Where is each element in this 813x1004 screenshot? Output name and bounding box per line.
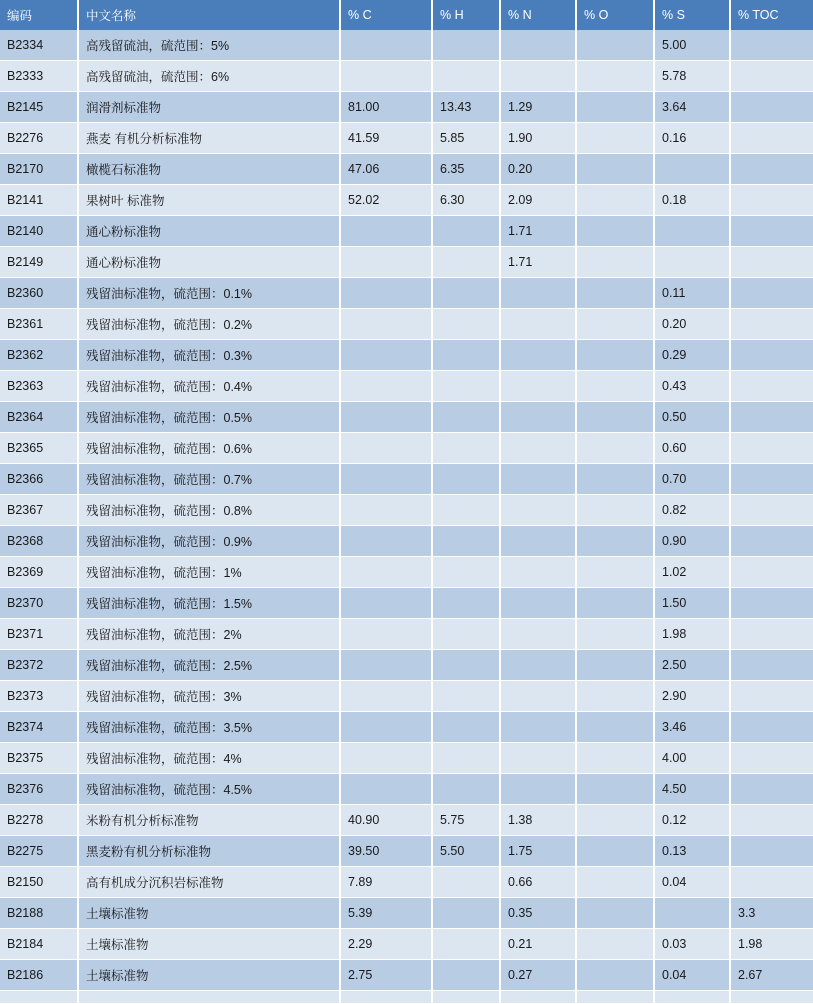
cell-oxygen (576, 61, 654, 92)
cell-oxygen (576, 154, 654, 185)
table-row[interactable] (0, 61, 813, 92)
cell-sulfur: 3.46 (654, 712, 730, 743)
cell-carbon (340, 247, 432, 278)
cell-code: B2372 (0, 650, 78, 681)
cell-toc (730, 867, 813, 898)
cell-nitrogen (500, 402, 576, 433)
cell-toc (730, 123, 813, 154)
cell-name: 橄榄石标准物 (78, 154, 340, 185)
cell-carbon (340, 61, 432, 92)
cell-hydrogen (432, 619, 500, 650)
cell-hydrogen (432, 743, 500, 774)
cell-hydrogen (432, 30, 500, 61)
cell-toc (730, 526, 813, 557)
cell-name: 米粉有机分析标准物 (78, 805, 340, 836)
cell-carbon (340, 216, 432, 247)
cell-hydrogen (432, 991, 500, 1004)
cell-sulfur: 0.18 (654, 185, 730, 216)
cell-toc: 1.98 (730, 929, 813, 960)
cell-sulfur: 0.82 (654, 495, 730, 526)
cell-oxygen (576, 836, 654, 867)
cell-toc (730, 61, 813, 92)
cell-toc (730, 712, 813, 743)
cell-oxygen (576, 340, 654, 371)
cell-code: B2140 (0, 216, 78, 247)
cell-name: 果树叶 标准物 (78, 185, 340, 216)
cell-sulfur (654, 154, 730, 185)
cell-nitrogen: 0.27 (500, 960, 576, 991)
table-row[interactable] (0, 247, 813, 278)
cell-oxygen (576, 929, 654, 960)
cell-oxygen (576, 309, 654, 340)
cell-nitrogen: 0.20 (500, 154, 576, 185)
cell-hydrogen (432, 495, 500, 526)
cell-toc (730, 154, 813, 185)
cell-nitrogen: 1.90 (500, 123, 576, 154)
table-row[interactable] (0, 712, 813, 743)
cell-oxygen (576, 867, 654, 898)
cell-name: 残留油标准物，硫范围：3.5% (78, 712, 340, 743)
cell-sulfur: 3.64 (654, 92, 730, 123)
cell-name: 残留油标准物，硫范围：0.3% (78, 340, 340, 371)
cell-carbon (340, 557, 432, 588)
cell-hydrogen (432, 402, 500, 433)
cell-toc (730, 836, 813, 867)
cell-oxygen (576, 712, 654, 743)
cell-code: B2361 (0, 309, 78, 340)
cell-sulfur: 5.78 (654, 61, 730, 92)
cell-carbon (340, 619, 432, 650)
cell-carbon (340, 526, 432, 557)
cell-toc (730, 30, 813, 61)
cell-oxygen (576, 123, 654, 154)
cell-sulfur: 0.20 (654, 309, 730, 340)
cell-nitrogen: 0.35 (500, 898, 576, 929)
cell-hydrogen: 5.50 (432, 836, 500, 867)
cell-toc (730, 557, 813, 588)
cell-nitrogen (500, 743, 576, 774)
cell-sulfur: 0.03 (654, 929, 730, 960)
cell-carbon: 5.39 (340, 898, 432, 929)
cell-hydrogen (432, 278, 500, 309)
cell-nitrogen: 0.66 (500, 867, 576, 898)
cell-carbon (340, 681, 432, 712)
table-row[interactable] (0, 743, 813, 774)
cell-sulfur: 0.70 (654, 464, 730, 495)
cell-name: 残留油标准物，硫范围：1% (78, 557, 340, 588)
cell-toc (730, 371, 813, 402)
cell-name: 残留油标准物，硫范围：2.5% (78, 650, 340, 681)
table-row[interactable] (0, 92, 813, 123)
cell-carbon (340, 309, 432, 340)
cell-oxygen (576, 898, 654, 929)
cell-oxygen (576, 402, 654, 433)
cell-toc (730, 991, 813, 1004)
table-row[interactable] (0, 557, 813, 588)
cell-code: B2370 (0, 588, 78, 619)
cell-code: B2367 (0, 495, 78, 526)
cell-name: 高残留硫油，硫范围：5% (78, 30, 340, 61)
cell-oxygen (576, 371, 654, 402)
cell-code: B2374 (0, 712, 78, 743)
table-row[interactable] (0, 805, 813, 836)
table-row[interactable] (0, 867, 813, 898)
table-row[interactable] (0, 30, 813, 61)
table-row[interactable] (0, 154, 813, 185)
cell-nitrogen: 1.38 (500, 805, 576, 836)
cell-code: B2141 (0, 185, 78, 216)
cell-sulfur: 2.50 (654, 650, 730, 681)
cell-name: 残留油标准物，硫范围：0.2% (78, 309, 340, 340)
cell-oxygen (576, 30, 654, 61)
cell-name: 通心粉标准物 (78, 247, 340, 278)
table-row[interactable] (0, 681, 813, 712)
cell-nitrogen (500, 278, 576, 309)
cell-name: 残留油标准物，硫范围：0.8% (78, 495, 340, 526)
cell-hydrogen (432, 867, 500, 898)
cell-code: B2366 (0, 464, 78, 495)
cell-toc: 3.3 (730, 898, 813, 929)
cell-code: B2150 (0, 867, 78, 898)
cell-code: B2364 (0, 402, 78, 433)
cell-nitrogen (500, 774, 576, 805)
cell-hydrogen: 5.85 (432, 123, 500, 154)
cell-name: 残留油标准物，硫范围：3% (78, 681, 340, 712)
cell-name: 残留油标准物，硫范围：0.1% (78, 278, 340, 309)
cell-nitrogen (500, 433, 576, 464)
table-row[interactable] (0, 402, 813, 433)
cell-name: 润滑剂标准物 (78, 92, 340, 123)
cell-hydrogen (432, 371, 500, 402)
cell-nitrogen: 1.29 (500, 92, 576, 123)
cell-oxygen (576, 588, 654, 619)
cell-carbon: 52.02 (340, 185, 432, 216)
cell-toc (730, 774, 813, 805)
cell-nitrogen (500, 340, 576, 371)
cell-toc (730, 743, 813, 774)
column-header-code[interactable]: 编码 (0, 0, 78, 30)
table-row[interactable] (0, 619, 813, 650)
cell-name: 残留油标准物，硫范围：4% (78, 743, 340, 774)
cell-carbon: 41.59 (340, 123, 432, 154)
table-row[interactable] (0, 526, 813, 557)
cell-oxygen (576, 464, 654, 495)
table-row[interactable] (0, 991, 813, 1004)
cell-carbon: 2.75 (340, 960, 432, 991)
cell-sulfur: 0.04 (654, 960, 730, 991)
cell-code: B2371 (0, 619, 78, 650)
cell-hydrogen: 6.30 (432, 185, 500, 216)
cell-nitrogen: 1.71 (500, 216, 576, 247)
cell-sulfur: 0.11 (654, 278, 730, 309)
cell-nitrogen (500, 650, 576, 681)
table-row[interactable] (0, 371, 813, 402)
cell-nitrogen (500, 371, 576, 402)
table-row[interactable] (0, 774, 813, 805)
cell-name: 残留油标准物，硫范围：2% (78, 619, 340, 650)
cell-hydrogen (432, 61, 500, 92)
cell-oxygen (576, 247, 654, 278)
table-row[interactable] (0, 464, 813, 495)
cell-nitrogen (500, 30, 576, 61)
cell-carbon (340, 464, 432, 495)
cell-toc (730, 588, 813, 619)
cell-sulfur (654, 991, 730, 1004)
cell-nitrogen (500, 681, 576, 712)
table-row[interactable] (0, 960, 813, 991)
cell-carbon (340, 371, 432, 402)
cell-code: B2145 (0, 92, 78, 123)
cell-code: B2375 (0, 743, 78, 774)
cell-name (78, 991, 340, 1004)
cell-sulfur (654, 247, 730, 278)
cell-nitrogen: 1.71 (500, 247, 576, 278)
table-row[interactable] (0, 309, 813, 340)
cell-hydrogen: 5.75 (432, 805, 500, 836)
cell-carbon (340, 30, 432, 61)
cell-sulfur: 0.50 (654, 402, 730, 433)
cell-sulfur: 2.90 (654, 681, 730, 712)
cell-name: 黑麦粉有机分析标准物 (78, 836, 340, 867)
table-row[interactable] (0, 588, 813, 619)
cell-hydrogen: 6.35 (432, 154, 500, 185)
table-header-row (0, 0, 813, 30)
cell-nitrogen: 2.09 (500, 185, 576, 216)
table-row[interactable] (0, 929, 813, 960)
cell-oxygen (576, 526, 654, 557)
cell-name: 残留油标准物，硫范围：0.5% (78, 402, 340, 433)
table-row[interactable] (0, 278, 813, 309)
cell-oxygen (576, 278, 654, 309)
table-row[interactable] (0, 433, 813, 464)
cell-hydrogen (432, 464, 500, 495)
table-row[interactable] (0, 185, 813, 216)
cell-hydrogen (432, 898, 500, 929)
cell-sulfur: 4.50 (654, 774, 730, 805)
cell-name: 残留油标准物，硫范围：0.6% (78, 433, 340, 464)
column-header-oxygen[interactable]: % O (576, 0, 654, 30)
cell-carbon: 2.29 (340, 929, 432, 960)
cell-nitrogen (500, 991, 576, 1004)
cell-toc (730, 681, 813, 712)
cell-oxygen (576, 805, 654, 836)
cell-code: B2186 (0, 960, 78, 991)
cell-carbon: 47.06 (340, 154, 432, 185)
cell-carbon (340, 402, 432, 433)
cell-toc (730, 495, 813, 526)
cell-carbon (340, 712, 432, 743)
cell-carbon (340, 588, 432, 619)
cell-toc (730, 185, 813, 216)
cell-code (0, 991, 78, 1004)
cell-hydrogen (432, 526, 500, 557)
column-header-sulfur[interactable]: % S (654, 0, 730, 30)
cell-code: B2373 (0, 681, 78, 712)
cell-code: B2184 (0, 929, 78, 960)
cell-nitrogen (500, 61, 576, 92)
cell-name: 土壤标准物 (78, 898, 340, 929)
cell-sulfur (654, 216, 730, 247)
cell-code: B2369 (0, 557, 78, 588)
cell-oxygen (576, 619, 654, 650)
cell-name: 高有机成分沉积岩标准物 (78, 867, 340, 898)
cell-hydrogen (432, 588, 500, 619)
cell-sulfur: 1.02 (654, 557, 730, 588)
cell-name: 残留油标准物，硫范围：0.4% (78, 371, 340, 402)
cell-carbon: 81.00 (340, 92, 432, 123)
cell-oxygen (576, 774, 654, 805)
cell-oxygen (576, 216, 654, 247)
cell-carbon (340, 991, 432, 1004)
cell-name: 土壤标准物 (78, 929, 340, 960)
cell-oxygen (576, 960, 654, 991)
cell-carbon (340, 433, 432, 464)
table-header (0, 0, 813, 30)
cell-code: B2368 (0, 526, 78, 557)
cell-oxygen (576, 185, 654, 216)
cell-sulfur: 5.00 (654, 30, 730, 61)
cell-code: B2276 (0, 123, 78, 154)
cell-toc (730, 340, 813, 371)
table-row[interactable] (0, 216, 813, 247)
column-header-toc[interactable]: % TOC (730, 0, 813, 30)
cell-name: 高残留硫油，硫范围：6% (78, 61, 340, 92)
cell-name: 燕麦 有机分析标准物 (78, 123, 340, 154)
cell-nitrogen (500, 588, 576, 619)
cell-name: 通心粉标准物 (78, 216, 340, 247)
cell-name: 残留油标准物，硫范围：0.7% (78, 464, 340, 495)
cell-carbon (340, 340, 432, 371)
column-header-carbon[interactable]: % C (340, 0, 432, 30)
cell-hydrogen (432, 712, 500, 743)
cell-name: 残留油标准物，硫范围：4.5% (78, 774, 340, 805)
cell-toc (730, 805, 813, 836)
cell-hydrogen (432, 216, 500, 247)
cell-code: B2333 (0, 61, 78, 92)
table-row[interactable] (0, 836, 813, 867)
cell-oxygen (576, 681, 654, 712)
table-body (0, 30, 813, 1004)
cell-hydrogen (432, 929, 500, 960)
cell-sulfur: 0.90 (654, 526, 730, 557)
table-row[interactable] (0, 650, 813, 681)
cell-sulfur: 4.00 (654, 743, 730, 774)
cell-hydrogen (432, 557, 500, 588)
cell-carbon (340, 650, 432, 681)
cell-hydrogen (432, 247, 500, 278)
column-header-name[interactable]: 中文名称 (78, 0, 340, 30)
cell-carbon (340, 743, 432, 774)
cell-hydrogen (432, 340, 500, 371)
cell-nitrogen (500, 712, 576, 743)
cell-carbon: 40.90 (340, 805, 432, 836)
cell-toc (730, 309, 813, 340)
cell-nitrogen (500, 557, 576, 588)
cell-name: 残留油标准物，硫范围：0.9% (78, 526, 340, 557)
table-row[interactable] (0, 898, 813, 929)
cell-carbon (340, 278, 432, 309)
cell-nitrogen (500, 464, 576, 495)
cell-toc (730, 650, 813, 681)
cell-oxygen (576, 433, 654, 464)
column-header-hydrogen[interactable]: % H (432, 0, 500, 30)
cell-code: B2278 (0, 805, 78, 836)
cell-sulfur: 1.50 (654, 588, 730, 619)
cell-toc (730, 433, 813, 464)
cell-code: B2188 (0, 898, 78, 929)
cell-toc (730, 278, 813, 309)
cell-oxygen (576, 650, 654, 681)
cell-code: B2170 (0, 154, 78, 185)
cell-nitrogen: 0.21 (500, 929, 576, 960)
cell-oxygen (576, 557, 654, 588)
cell-toc (730, 464, 813, 495)
cell-oxygen (576, 743, 654, 774)
cell-toc (730, 92, 813, 123)
cell-sulfur: 0.43 (654, 371, 730, 402)
cell-hydrogen (432, 309, 500, 340)
cell-sulfur (654, 898, 730, 929)
cell-hydrogen (432, 433, 500, 464)
cell-carbon: 39.50 (340, 836, 432, 867)
cell-sulfur: 0.04 (654, 867, 730, 898)
cell-sulfur: 1.98 (654, 619, 730, 650)
cell-hydrogen: 13.43 (432, 92, 500, 123)
cell-name: 残留油标准物，硫范围：1.5% (78, 588, 340, 619)
cell-nitrogen: 1.75 (500, 836, 576, 867)
cell-nitrogen (500, 619, 576, 650)
cell-nitrogen (500, 495, 576, 526)
cell-hydrogen (432, 774, 500, 805)
cell-sulfur: 0.12 (654, 805, 730, 836)
cell-code: B2149 (0, 247, 78, 278)
cell-sulfur: 0.13 (654, 836, 730, 867)
cell-code: B2360 (0, 278, 78, 309)
table-row[interactable] (0, 123, 813, 154)
cell-toc (730, 402, 813, 433)
cell-toc (730, 247, 813, 278)
cell-hydrogen (432, 960, 500, 991)
cell-sulfur: 0.29 (654, 340, 730, 371)
column-header-nitrogen[interactable]: % N (500, 0, 576, 30)
cell-nitrogen (500, 309, 576, 340)
cell-code: B2362 (0, 340, 78, 371)
cell-name: 土壤标准物 (78, 960, 340, 991)
cell-sulfur: 0.60 (654, 433, 730, 464)
cell-code: B2334 (0, 30, 78, 61)
cell-code: B2275 (0, 836, 78, 867)
cell-nitrogen (500, 526, 576, 557)
cell-code: B2376 (0, 774, 78, 805)
cell-oxygen (576, 92, 654, 123)
cell-hydrogen (432, 681, 500, 712)
table-row[interactable] (0, 340, 813, 371)
table-row[interactable] (0, 495, 813, 526)
cell-hydrogen (432, 650, 500, 681)
cell-toc (730, 619, 813, 650)
cell-oxygen (576, 495, 654, 526)
cell-code: B2363 (0, 371, 78, 402)
cell-carbon (340, 774, 432, 805)
cell-carbon (340, 495, 432, 526)
cell-toc: 2.67 (730, 960, 813, 991)
cell-code: B2365 (0, 433, 78, 464)
cell-carbon: 7.89 (340, 867, 432, 898)
cell-oxygen (576, 991, 654, 1004)
cell-toc (730, 216, 813, 247)
cell-sulfur: 0.16 (654, 123, 730, 154)
